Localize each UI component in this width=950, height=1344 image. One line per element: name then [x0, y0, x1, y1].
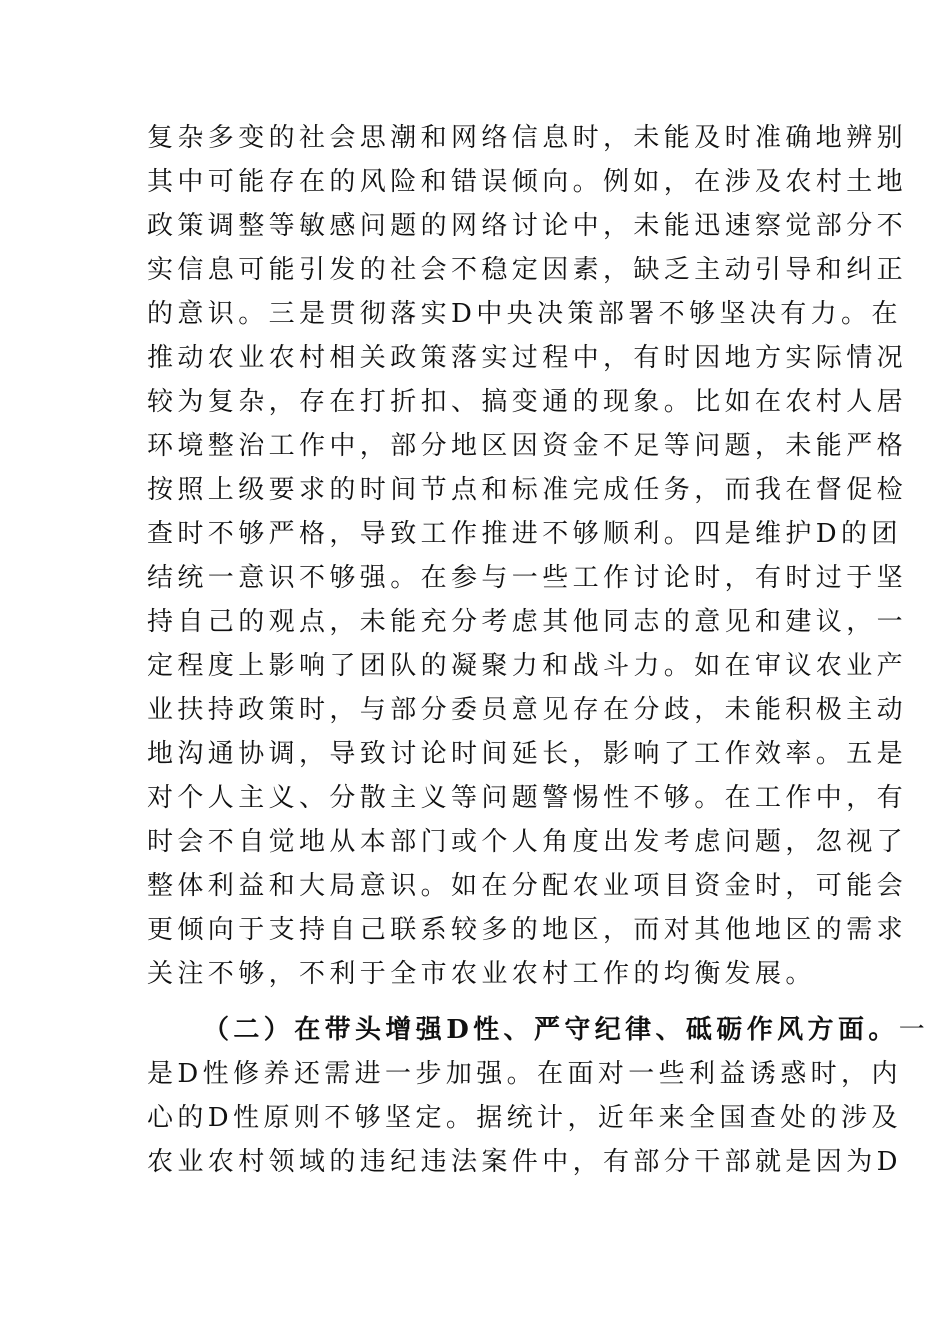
- text-line: 按照上级要求的时间节点和标准完成任务，而我在督促检: [147, 475, 908, 505]
- text-line: 更倾向于支持自己联系较多的地区，而对其他地区的需求: [147, 915, 908, 945]
- text-line: 的意识。三是贯彻落实D中央决策部署不够坚决有力。在: [147, 299, 902, 329]
- text-line: 较为复杂，存在打折扣、搞变通的现象。比如在农村人居: [147, 387, 908, 417]
- text-line: 地沟通协调，导致讨论时间延长，影响了工作效率。五是: [147, 739, 908, 769]
- text-line: 复杂多变的社会思潮和网络信息时，未能及时准确地辨别: [147, 123, 908, 153]
- text-line: 关注不够，不利于全市农业农村工作的均衡发展。: [147, 959, 816, 989]
- text-line: 农业农村领域的违纪违法案件中，有部分干部就是因为D: [147, 1147, 902, 1177]
- section-heading: （二）在带头增强D性、严守纪律、砥砺作风方面。: [203, 1015, 899, 1045]
- text-line: 是D性修养还需进一步加强。在面对一些利益诱惑时，内: [147, 1059, 902, 1089]
- text-line: 持自己的观点，未能充分考虑其他同志的意见和建议，一: [147, 607, 908, 637]
- text-line: 对个人主义、分散主义等问题警惕性不够。在工作中，有: [147, 783, 908, 813]
- text-line: 推动农业农村相关政策落实过程中，有时因地方实际情况: [147, 343, 908, 373]
- text-line: 环境整治工作中，部分地区因资金不足等问题，未能严格: [147, 431, 908, 461]
- heading-continuation: 一: [898, 1015, 930, 1045]
- text-line: 结统一意识不够强。在参与一些工作讨论时，有时过于坚: [147, 563, 908, 593]
- text-line: 业扶持政策时，与部分委员意见存在分歧，未能积极主动: [147, 695, 908, 725]
- text-line: 心的D性原则不够坚定。据统计，近年来全国查处的涉及: [147, 1103, 902, 1133]
- text-line: 其中可能存在的风险和错误倾向。例如，在涉及农村土地: [147, 167, 908, 197]
- text-line: 政策调整等敏感问题的网络讨论中，未能迅速察觉部分不: [147, 211, 908, 241]
- text-line: 定程度上影响了团队的凝聚力和战斗力。如在审议农业产: [147, 651, 908, 681]
- text-line: 时会不自觉地从本部门或个人角度出发考虑问题，忽视了: [147, 827, 908, 857]
- section-heading-line: [203, 1008, 930, 1052]
- text-line: 实信息可能引发的社会不稳定因素，缺乏主动引导和纠正: [147, 255, 908, 285]
- text-line: 整体利益和大局意识。如在分配农业项目资金时，可能会: [147, 871, 908, 901]
- text-line: 查时不够严格，导致工作推进不够顺利。四是维护D的团: [147, 519, 902, 549]
